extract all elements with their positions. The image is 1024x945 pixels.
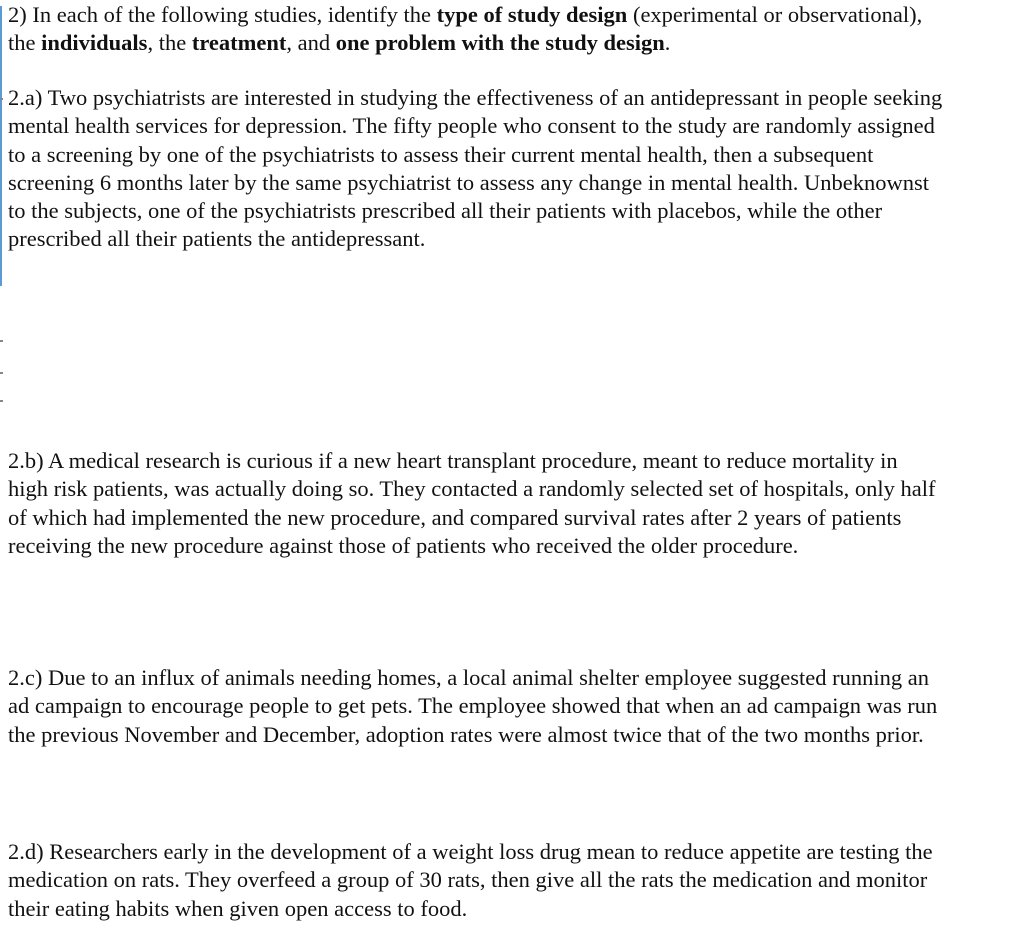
intro-text: . (664, 30, 671, 56)
intro-bold-problem: one problem with the study design (335, 30, 665, 56)
question-line: 2.c) Due to an influx of animals needing homes, a local animal shelter employee suggested running an (8, 665, 929, 690)
question-line: 2.b) A medical research is curious if a new heart transplant procedure, meant to reduce mortality in (8, 448, 898, 473)
question-intro (8, 1, 1020, 58)
intro-text: 2) In each of the following studies, identify the (8, 2, 437, 27)
question-2d (8, 838, 1020, 923)
intro-text: (experimental or observational), (627, 2, 923, 27)
question-line: to a screening by one of the psychiatrists to assess their current mental health, then a subsequent (8, 141, 874, 167)
intro-text: the (8, 30, 42, 56)
question-2c-text (8, 664, 1020, 749)
question-2a-text (8, 84, 1020, 254)
left-margin-rule (0, 6, 2, 286)
intro-bold-individuals: individuals (41, 30, 148, 56)
question-line: prescribed all their patients the antidepressant. (8, 226, 426, 252)
question-2b (8, 447, 1020, 560)
intro-line-2 (8, 29, 1020, 57)
margin-tick (0, 400, 3, 402)
margin-tick (0, 98, 3, 100)
margin-tick (0, 340, 3, 342)
question-line: ad campaign to encourage people to get pets. The employee showed that when an ad campaign was run (8, 693, 938, 719)
question-line: mental health services for depression. The fifty people who consent to the study are randomly assigned (8, 113, 935, 139)
question-line: receiving the new procedure against those of patients who received the older procedure. (8, 532, 799, 558)
question-line: of which had implemented the new procedure, and compared survival rates after 2 years of patients (8, 504, 902, 530)
intro-text: , the (147, 30, 192, 56)
question-line: to the subjects, one of the psychiatrists prescribed all their patients with placebos, while the other (8, 198, 883, 224)
intro-paragraph (8, 1, 1020, 58)
question-line: screening 6 months later by the same psychiatrist to assess any change in mental health. Unbeknownst (8, 169, 930, 195)
question-line: 2.d) Researchers early in the development of a weight loss drug mean to reduce appetite are testing the (8, 839, 933, 864)
question-2b-text (8, 447, 1020, 560)
question-2a (8, 84, 1020, 254)
margin-tick (0, 372, 3, 374)
question-line: the previous November and December, adoption rates were almost twice that of the two months prior. (8, 721, 924, 747)
question-2d-text (8, 838, 1020, 923)
intro-text: , and (286, 30, 336, 56)
question-line: medication on rats. They overfeed a group of 30 rats, then give all the rats the medication and monitor (8, 867, 928, 893)
intro-bold-study-design: type of study design (436, 2, 628, 27)
question-2c (8, 664, 1020, 749)
question-line: their eating habits when given open access to food. (8, 895, 468, 921)
question-line: high risk patients, was actually doing so. They contacted a randomly selected set of hospitals, only half (8, 476, 936, 502)
question-line: 2.a) Two psychiatrists are interested in studying the effectiveness of an antidepressant in people seeking (8, 85, 943, 110)
intro-bold-treatment: treatment (191, 30, 287, 56)
intro-line-1 (8, 1, 1020, 29)
